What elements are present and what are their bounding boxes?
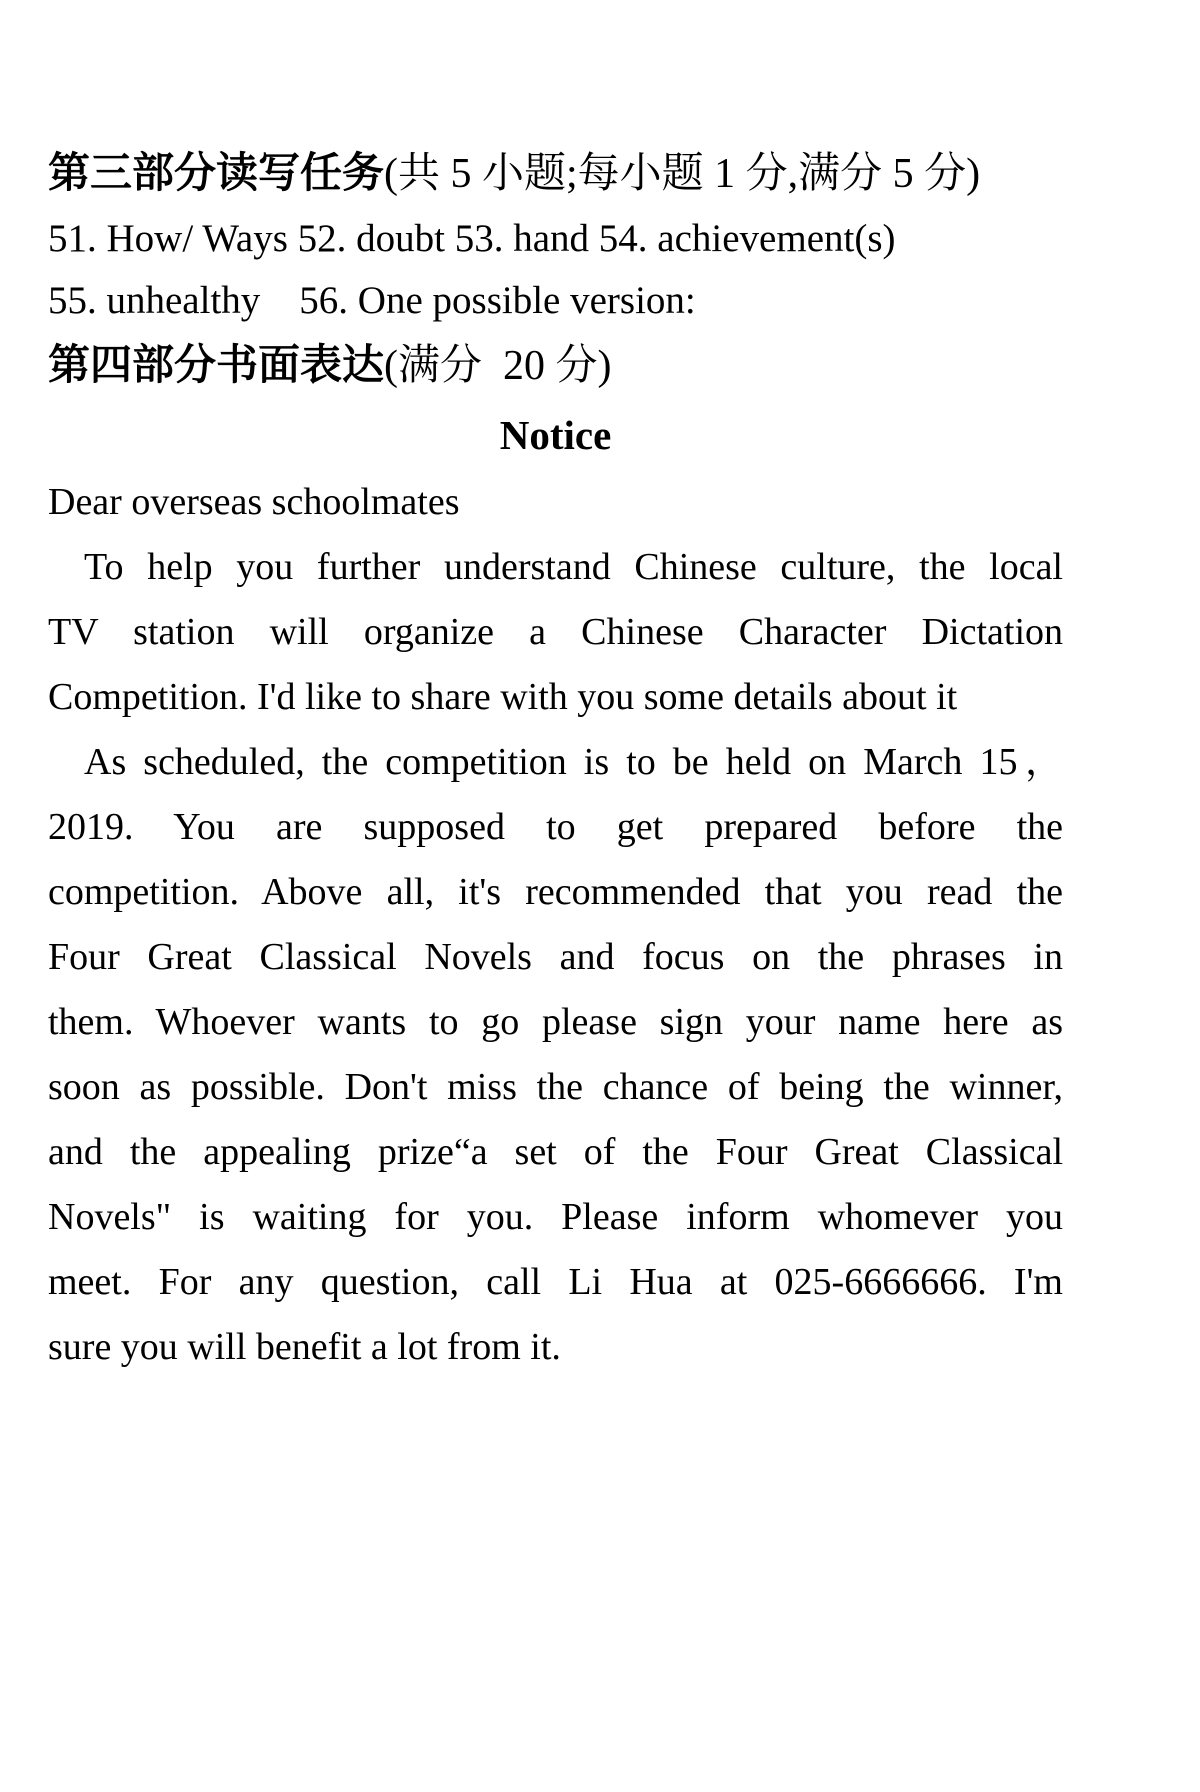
notice-para2-line-9: meet. For any question, call Li Hua at 025-6666666. I'm [48, 1261, 1063, 1303]
section3-heading-meta: (共 5 小题;每小题 1 分,满分 5 分) [384, 151, 981, 197]
notice-para1-line-3: Competition. I'd like to share with you some details about it [48, 676, 958, 718]
answers-line-2: 55. unhealthy 56. One possible version: [48, 279, 696, 322]
notice-para2-line-7: and the appealing prize“a set of the Four Great Classical [48, 1131, 1063, 1173]
notice-para2-line-10: sure you will benefit a lot from it. [48, 1326, 561, 1368]
notice-para2-line-8: Novels" is waiting for you. Please inform whomever you [48, 1196, 1063, 1238]
notice-para2-line-4: Four Great Classical Novels and focus on the phrases in [48, 936, 1063, 978]
notice-title: Notice [499, 412, 612, 458]
notice-para1-line-1: To help you further understand Chinese culture, the local [84, 546, 1063, 588]
notice-salutation: Dear overseas schoolmates [48, 481, 460, 523]
notice-para2-line-6: soon as possible. Don't miss the chance of being the winner, [48, 1066, 1063, 1108]
section4-heading-title: 第四部分书面表达 [48, 343, 385, 389]
section4-heading [48, 332, 1063, 400]
notice-para2-line-5: them. Whoever wants to go please sign your name here as [48, 1001, 1063, 1043]
answers-line-1: 51. How/ Ways 52. doubt 53. hand 54. achievement(s) [48, 217, 896, 260]
notice-para2-line-3: competition. Above all, it's recommended that you read the [48, 871, 1063, 913]
section3-heading [48, 140, 1063, 208]
notice-para1-line-2: TV station will organize a Chinese Character Dictation [48, 611, 1063, 653]
notice-para2-line-1: As scheduled, the competition is to be held on March 15， [84, 741, 1063, 783]
section4-heading-meta: (满分 20 分) [384, 343, 612, 389]
section3-heading-title: 第三部分读写任务 [48, 151, 385, 197]
notice-para2-line-2: 2019. You are supposed to get prepared before the [48, 806, 1063, 848]
